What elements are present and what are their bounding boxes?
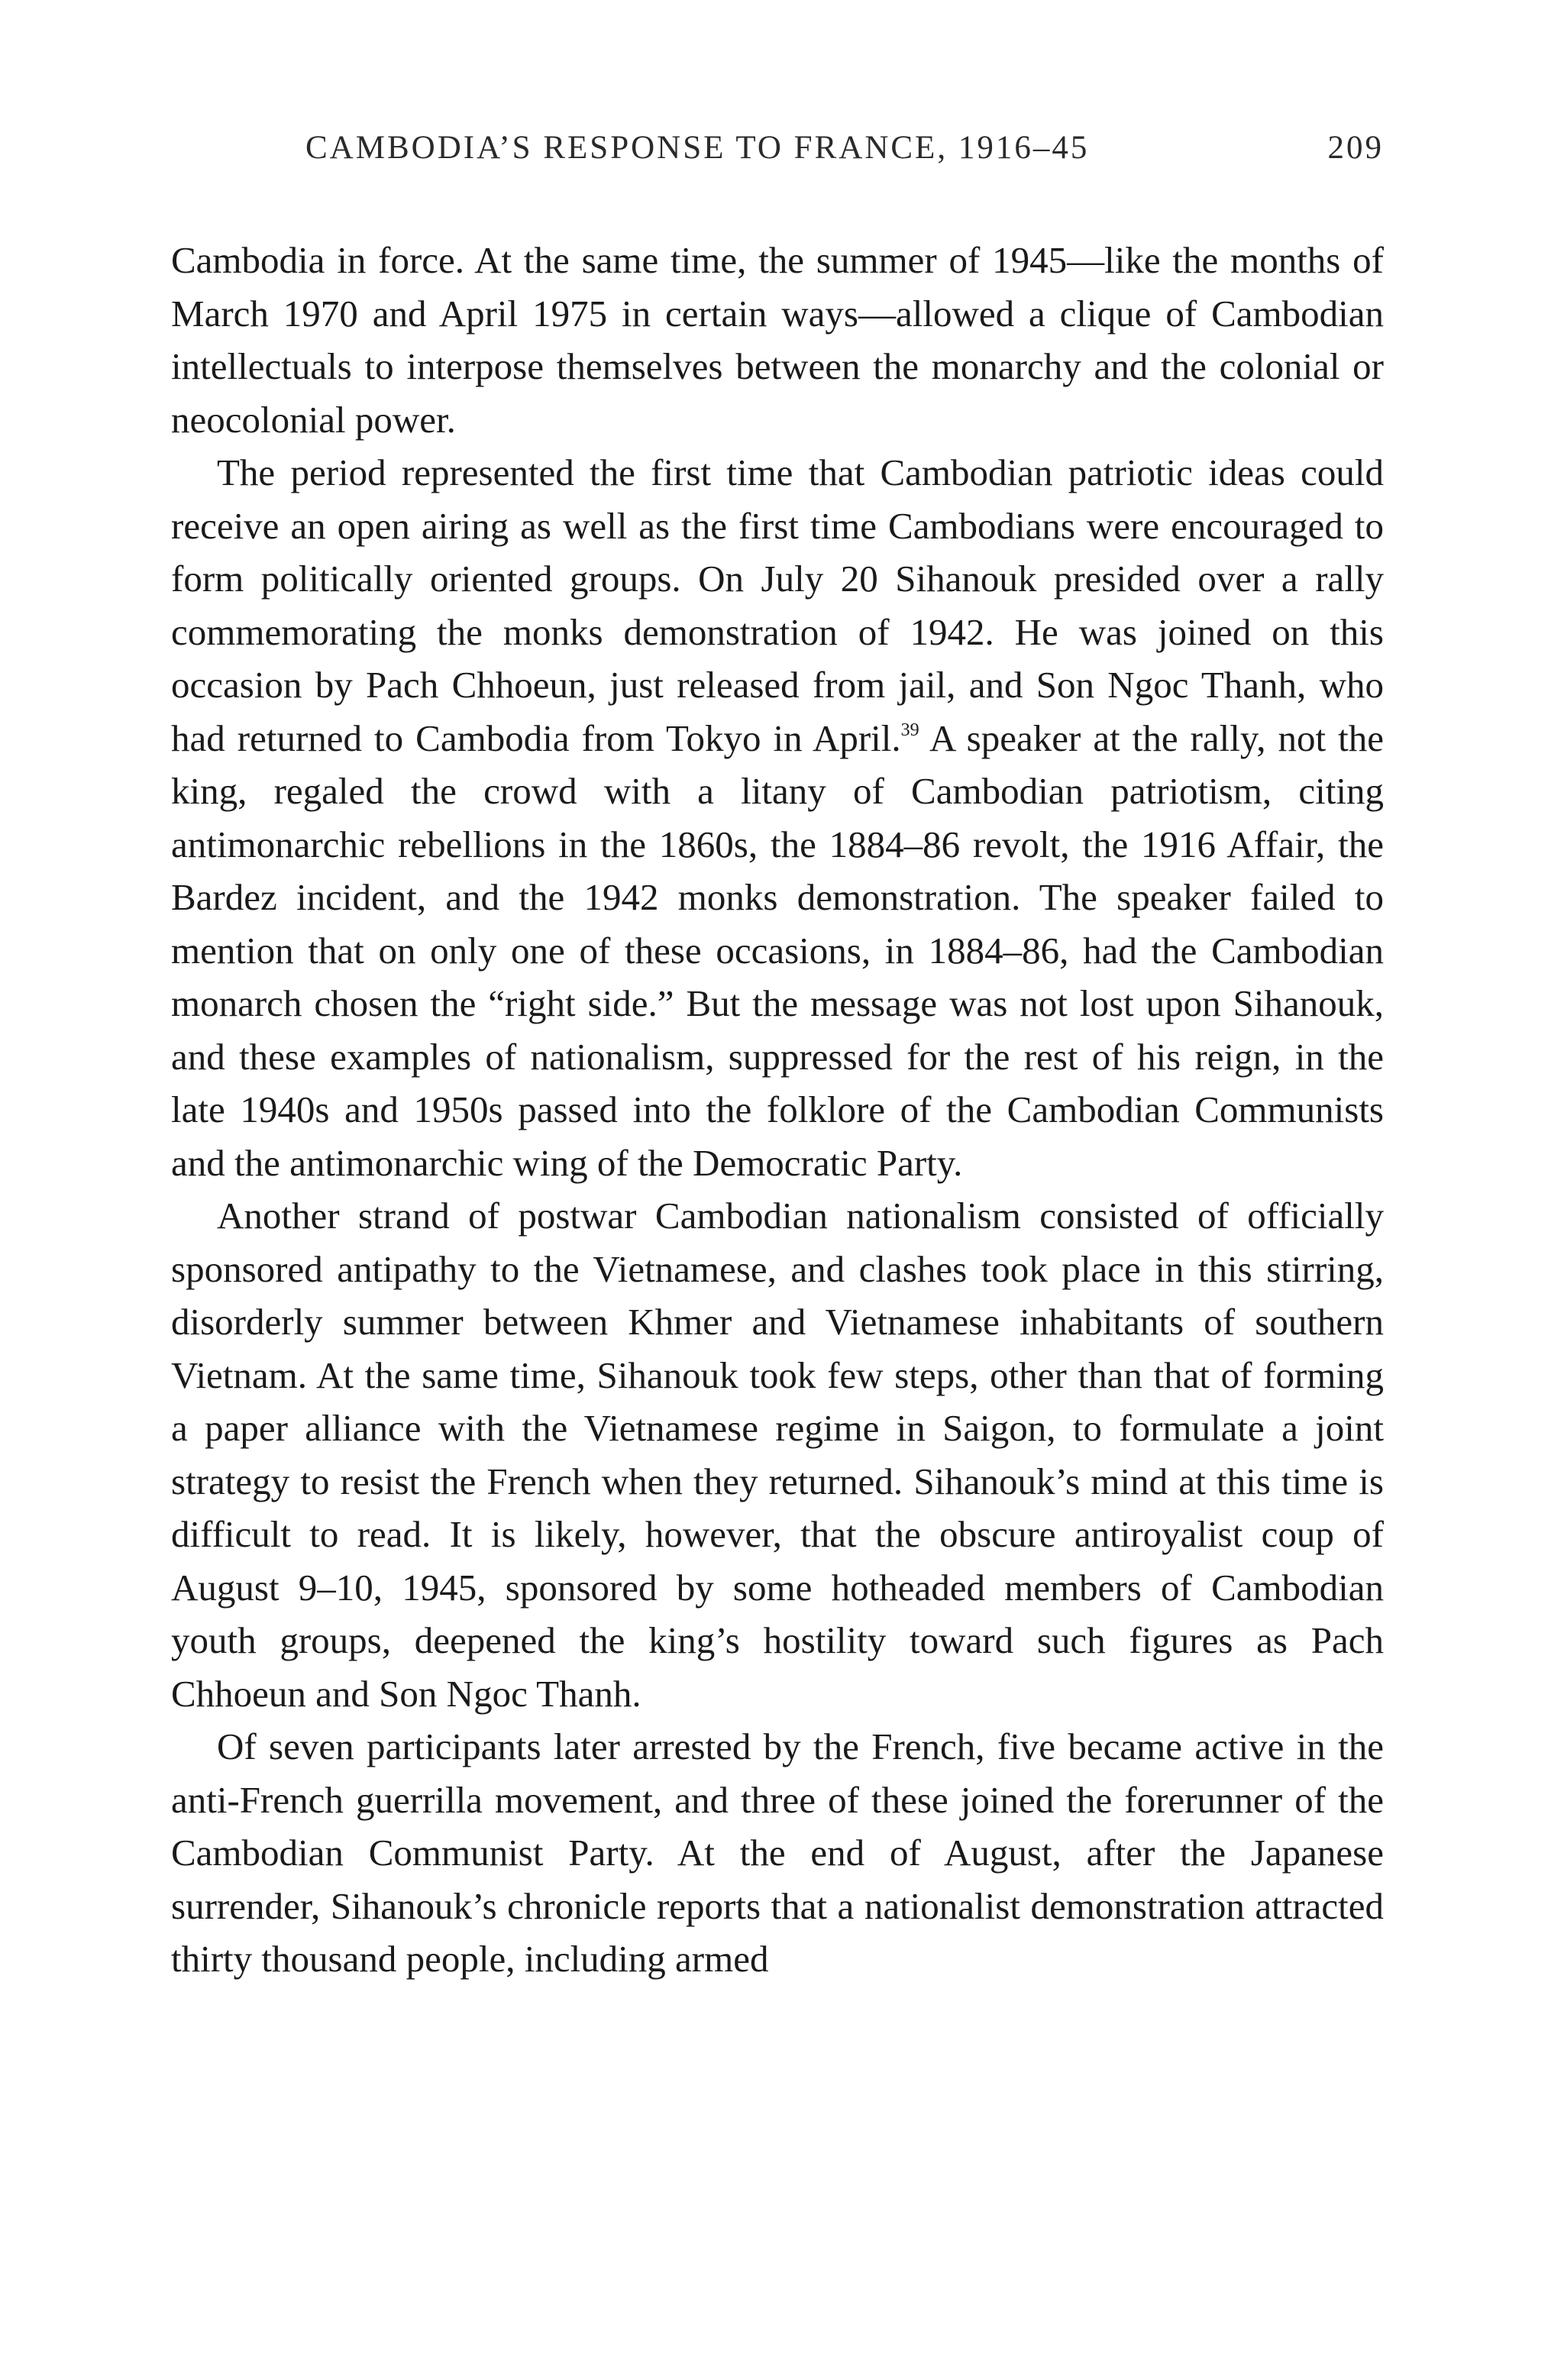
paragraph-2-text-b: A speaker at the rally, not the king, regaled the crowd with a litany of Cambodian patriotism, citing antimonarchic rebellions in the 1860s, the 1884–86 revolt, the 1916 Affair, the Bardez incident, and the 1942 monks demonstration. The speaker failed to mention that on only one of these occasions, in 1884–86, had the Cambodian monarch chosen the “right side.” But the message was not lost upon Sihanouk, and these examples of nationalism, suppressed for the rest of his reign, in the late 1940s and 1950s passed into the folklore of the Cambodian Communists and the antimonarchic wing of the Democratic Party. bbox=[171, 716, 1384, 1184]
paragraph-2-text-a: The period represented the first time that Cambodian patriotic ideas could receive an open airing as well as the first time Cambodians were encouraged to form politically oriented groups. On July 20 Sihanouk presided over a rally commemorating the monks demonstration of 1942. He was joined on this occasion by Pach Chhoeun, just released from jail, and Son Ngoc Thanh, who had returned to Cambodia from Tokyo in April. bbox=[171, 451, 1384, 759]
running-head bbox=[171, 127, 1384, 170]
running-title: CAMBODIA’S RESPONSE TO FRANCE, 1916–45 bbox=[305, 130, 1090, 166]
page-number: 209 bbox=[1327, 130, 1384, 166]
paragraph-2 bbox=[171, 446, 1384, 1189]
paragraph-3: Another strand of postwar Cambodian nationalism consisted of officially sponsored antipathy to the Vietnamese, and clashes took place in this stirring, disorderly summer between Khmer and Vietnamese inhabitants of southern Vietnam. At the same time, Sihanouk took few steps, other than that of forming a paper alliance with the Vietnamese regime in Saigon, to formulate a joint strategy to resist the French when they returned. Sihanouk’s mind at this time is difficult to read. It is likely, however, that the obscure antiroyalist coup of August 9–10, 1945, sponsored by some hotheaded members of Cambodian youth groups, deepened the king’s hostility toward such figures as Pach Chhoeun and Son Ngoc Thanh. bbox=[171, 1195, 1384, 1715]
paragraph-1: Cambodia in force. At the same time, the summer of 1945—like the months of March 1970 and April 1975 in certain ways—allowed a clique of Cambodian intellectuals to interpose themselves between the monarchy and the colonial or neocolonial power. bbox=[171, 239, 1384, 441]
footnote-reference[interactable]: 39 bbox=[900, 719, 919, 740]
body-text bbox=[171, 234, 1384, 1986]
paragraph-4: Of seven participants later arrested by the French, five became active in the anti-French guerrilla movement, and three of these joined the forerunner of the Cambodian Communist Party. At the end of August, after the Japanese surrender, Sihanouk’s chronicle reports that a nationalist demonstration attracted thirty thousand people, including armed bbox=[171, 1725, 1384, 1980]
